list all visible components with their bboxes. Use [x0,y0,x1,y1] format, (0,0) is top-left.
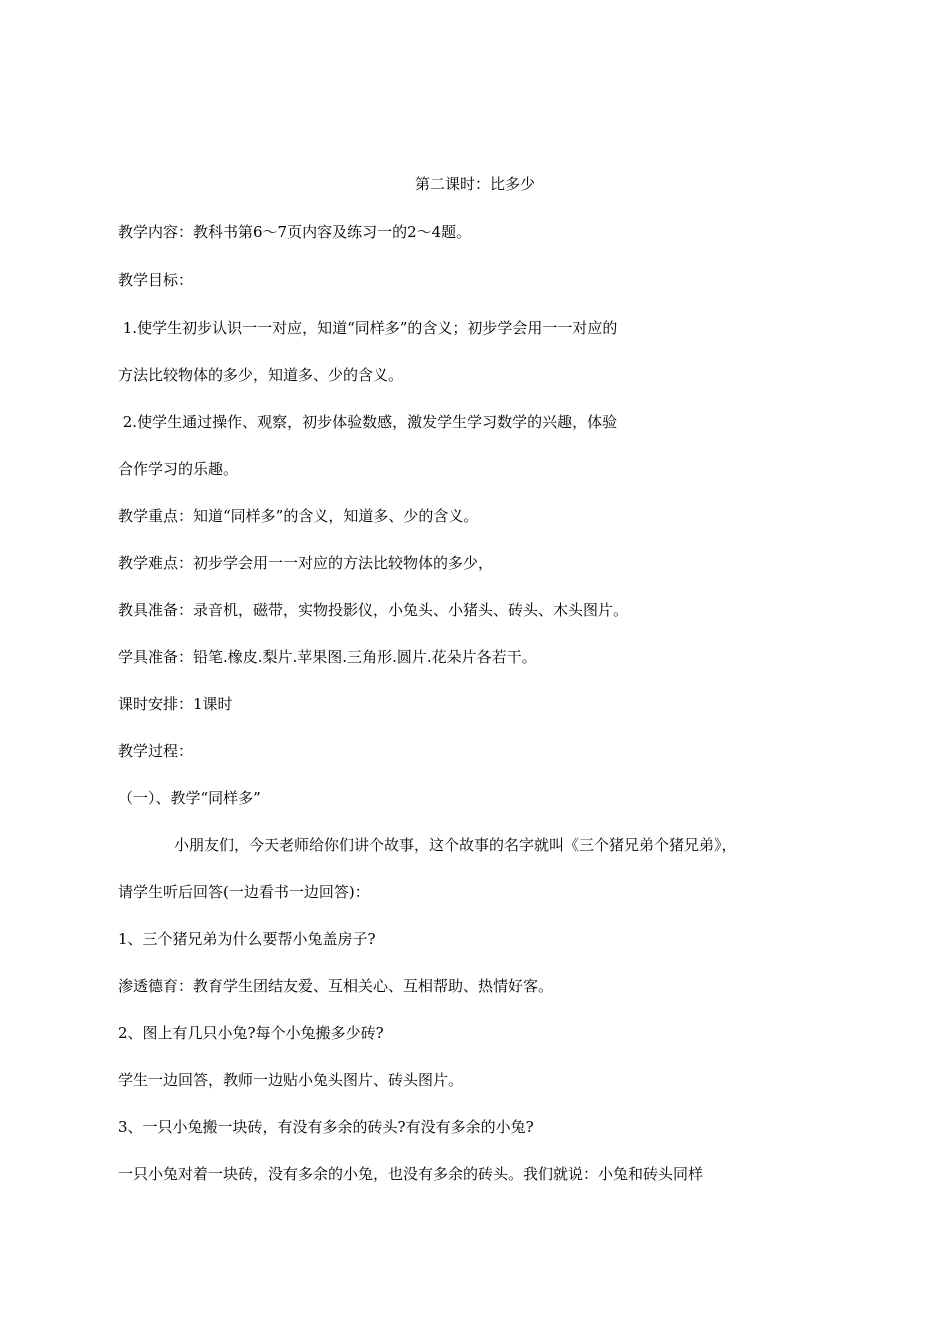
question-1: 1、三个猪兄弟为什么要帮小兔盖房子? [118,930,376,948]
paragraph-student-answer: 学生一边回答，教师一边贴小兔头图片、砖头图片。 [118,1071,464,1089]
paragraph-story-instruction: 请学生听后回答(一边看书一边回答)： [118,883,370,901]
paragraph-moral-education: 渗透德育：教育学生团结友爱、互相关心、互相帮助、热情好客。 [118,977,554,995]
paragraph-goal-1-cont: 方法比较物体的多少，知道多、少的含义。 [118,366,404,384]
paragraph-teaching-aids: 教具准备：录音机，磁带，实物投影仪，小兔头、小猪头、砖头、木头图片。 [118,601,629,619]
paragraph-process-heading: 教学过程： [118,742,194,760]
paragraph-teaching-goals-heading: 教学目标： [118,271,194,289]
question-2: 2、图上有几只小兔?每个小兔搬多少砖? [118,1024,384,1042]
paragraph-teaching-content: 教学内容：教科书第6～7页内容及练习一的2～4题。 [118,223,472,241]
document-title: 第二课时：比多少 [414,175,535,193]
paragraph-schedule: 课时安排：1课时 [118,695,233,713]
paragraph-goal-1: 1.使学生初步认识一一对应，知道“同样多”的含义；初步学会用一一对应的 [118,319,618,337]
paragraph-goal-2: 2.使学生通过操作、观察，初步体验数感，激发学生学习数学的兴趣，体验 [118,413,618,431]
paragraph-student-materials: 学具准备：铅笔.橡皮.梨片.苹果图.三角形.圆片.花朵片各若干。 [118,648,537,666]
paragraph-difficulties: 教学难点：初步学会用一一对应的方法比较物体的多少， [118,554,494,572]
question-3: 3、一只小兔搬一块砖，有没有多余的砖头?有没有多余的小兔? [118,1118,534,1136]
paragraph-goal-2-cont: 合作学习的乐趣。 [118,460,239,478]
paragraph-story-intro: 小朋友们，今天老师给你们讲个故事，这个故事的名字就叫《三个猪兄弟个猪兄弟》， [174,836,737,854]
section-heading-same-amount: （一）、教学“同样多” [118,789,261,807]
paragraph-key-points: 教学重点：知道“同样多”的含义，知道多、少的含义。 [118,507,479,525]
paragraph-conclusion: 一只小兔对着一块砖，没有多余的小兔，也没有多余的砖头。我们就说：小兔和砖头同样 [118,1165,704,1183]
